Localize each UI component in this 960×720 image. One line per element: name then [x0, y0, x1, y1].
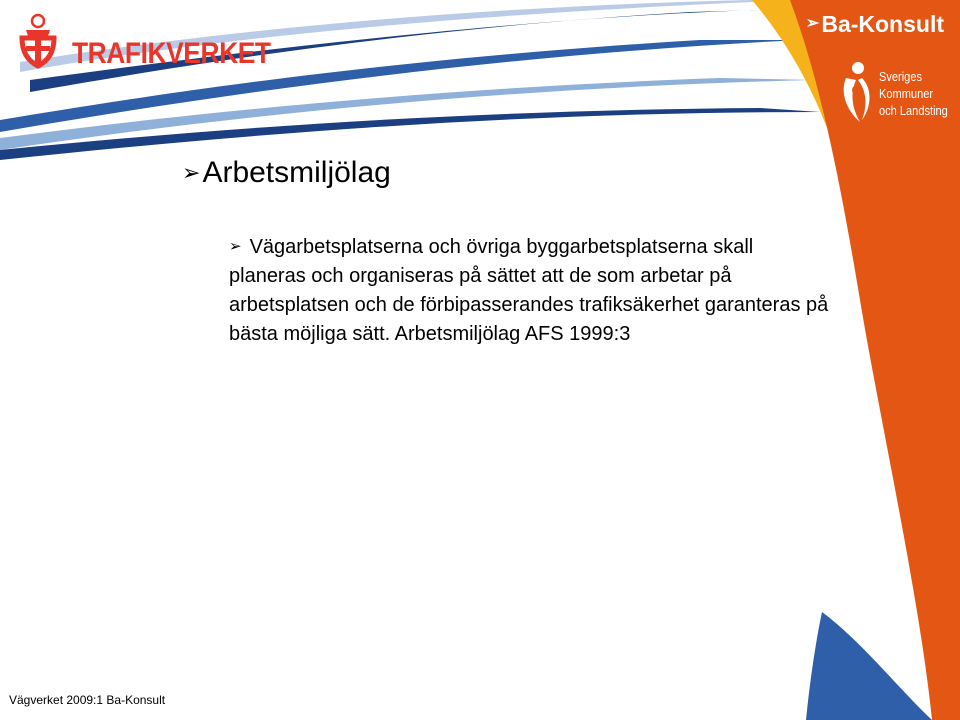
skl-logo-text — [879, 68, 948, 119]
skl-line: och Landsting — [879, 103, 948, 118]
slide-title — [182, 158, 391, 188]
arrow-bullet-icon: ➢ — [182, 160, 201, 185]
trafikverket-wordmark: TRAFIKVERKET — [72, 37, 271, 70]
skl-line: Sveriges — [879, 69, 922, 84]
trafikverket-logo — [12, 10, 282, 70]
footer-text: Vägverket 2009:1 Ba-Konsult — [9, 693, 166, 707]
crown-icon — [12, 10, 64, 72]
slide-title-text: Arbetsmiljölag — [202, 156, 391, 189]
skl-line: Kommuner — [879, 86, 934, 101]
ba-konsult-label: Ba-Konsult — [821, 10, 944, 37]
arrow-bullet-icon: ➢ — [805, 15, 820, 32]
bullet-text: Vägarbetsplatserna och övriga byggarbetsplatserna skall planeras och organiseras på sättet att de som arbetar på arbetsplatsen och de förbipasserandes trafiksäkerhet garanteras på bästa möjliga sätt. Arbetsmiljölag AFS 1999:3 — [229, 236, 829, 345]
arrow-bullet-icon: ➢ — [229, 238, 242, 255]
bullet-paragraph — [229, 232, 829, 349]
ba-konsult-brand — [806, 11, 944, 37]
